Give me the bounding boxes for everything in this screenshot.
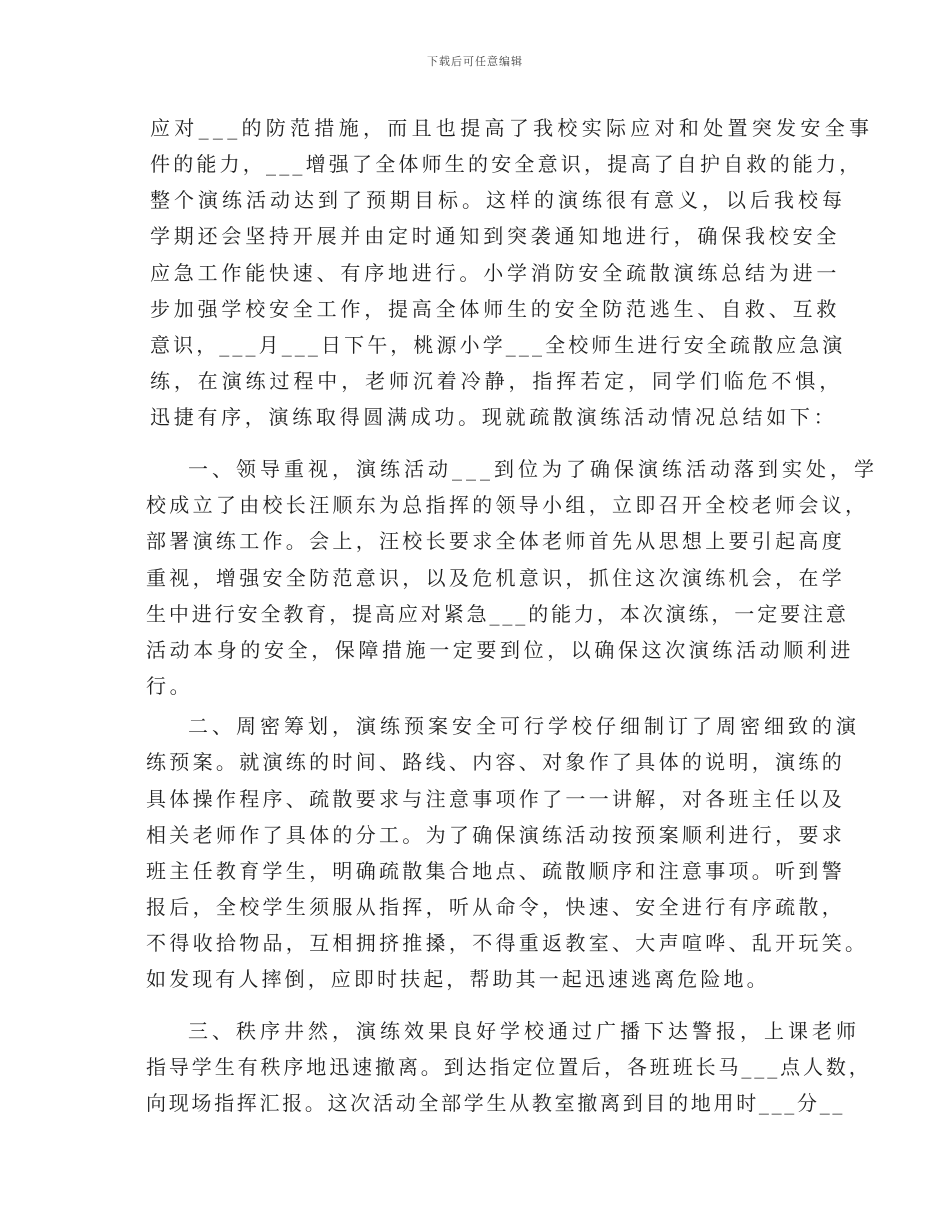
- text-line: 应对___的防范措施，而且也提高了我校实际应对和处置突发安全事: [150, 116, 874, 140]
- text-line: 迅捷有序，演练取得圆满成功。现就疏散演练活动情况总结如下：: [150, 405, 838, 429]
- text-line: 练预案。就演练的时间、路线、内容、对象作了具体的说明，演练的: [146, 750, 845, 774]
- text-line: 活动本身的安全，保障措施一定要到位，以确保这次演练活动顺利进: [146, 638, 854, 662]
- text-line: 报后，全校学生须服从指挥，听从命令，快速、安全进行有序疏散，: [146, 895, 845, 919]
- text-line: 班主任教育学生，明确疏散集合地点、疏散顺序和注意事项。听到警: [146, 859, 845, 883]
- text-line: 相关老师作了具体的分工。为了确保演练活动按预案顺利进行，要求: [146, 823, 845, 847]
- text-line: 向现场指挥汇报。这次活动全部学生从教室撤离到目的地用时___分__: [146, 1091, 846, 1115]
- text-line: 件的能力，___增强了全体师生的安全意识，提高了自护自救的能力，: [150, 152, 863, 176]
- text-line: 练，在演练过程中，老师沉着冷静，指挥若定，同学们临危不惧，: [150, 369, 844, 393]
- text-line: 校成立了由校长汪顺东为总指挥的领导小组，立即召开全校老师会议，: [146, 493, 869, 517]
- text-line: 生中进行安全教育，提高应对紧急___的能力，本次演练，一定要注意: [146, 602, 849, 626]
- paragraph-2-first-line: 二、周密筹划，演练预案安全可行学校仔细制订了周密细致的演: [188, 714, 860, 738]
- text-line: 意识，___月___日下午，桃源小学___全校师生进行安全疏散应急演: [150, 333, 846, 357]
- text-line: 整个演练活动达到了预期目标。这样的演练很有意义，以后我校每: [150, 188, 846, 212]
- header-note: 下载后可任意编辑: [427, 55, 523, 68]
- text-line: 部署演练工作。会上，汪校长要求全体老师首先从思想上要引起高度: [146, 529, 845, 553]
- paragraph-1-first-line: 一、领导重视，演练活动___到位为了确保演练活动落到实处，学: [188, 457, 878, 481]
- text-line: 应急工作能快速、有序地进行。小学消防安全疏散演练总结为进一: [150, 261, 841, 285]
- text-line: 指导学生有秩序地迅速撤离。到达指定位置后，各班班长马___点人数，: [146, 1055, 872, 1079]
- text-line: 行。: [146, 674, 194, 698]
- text-line: 步加强学校安全工作，提高全体师生的安全防范逃生、自救、互救: [150, 297, 841, 321]
- text-line: 不得收拾物品，互相拥挤推搡，不得重返教室、大声喧哗、乱开玩笑。: [146, 931, 869, 955]
- text-line: 如发现有人摔倒，应即时扶起，帮助其一起迅速逃离危险地。: [146, 967, 770, 991]
- paragraph-3-first-line: 三、秩序井然，演练效果良好学校通过广播下达警报，上课老师: [188, 1019, 860, 1043]
- text-line: 重视，增强安全防范意识，以及危机意识，抓住这次演练机会，在学: [146, 566, 845, 590]
- text-line: 学期还会坚持开展并由定时通知到突袭通知地进行，确保我校安全: [150, 224, 841, 248]
- text-line: 具体操作程序、疏散要求与注意事项作了一一讲解，对各班主任以及: [146, 787, 845, 811]
